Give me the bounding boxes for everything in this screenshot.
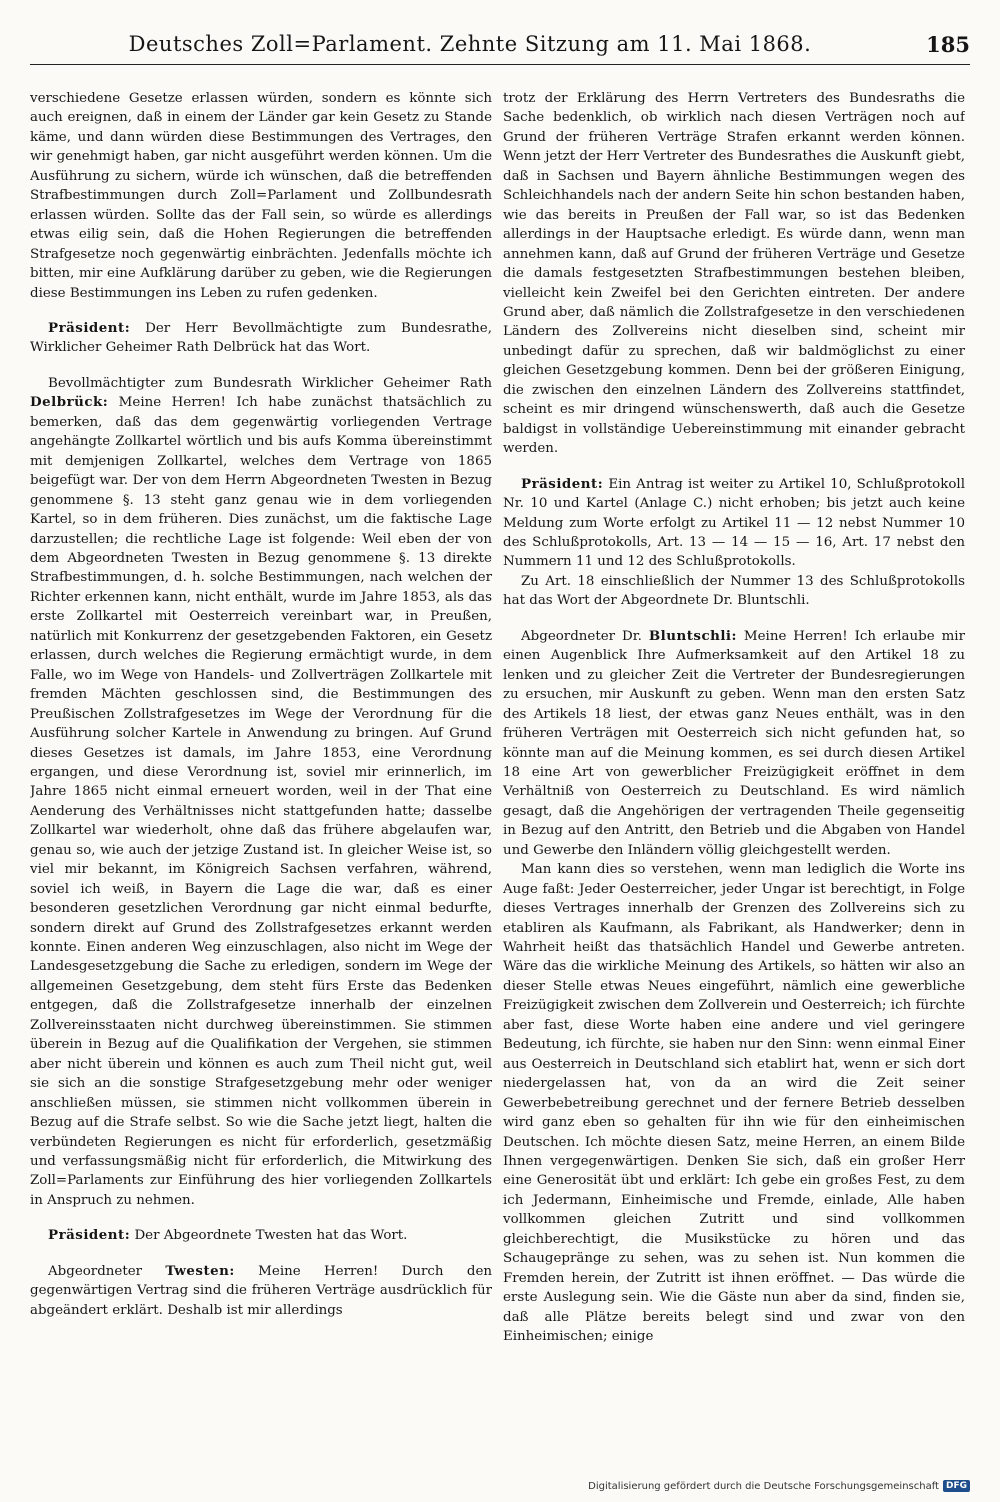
- paragraph: verschiedene Gesetze erlassen würden, sondern es könnte sich auch ereignen, daß in einem der Länder gar kein Gesetz zu Stande käme, und dann würden diese Bestimmungen des Vertrages, den wir genehmigt haben, gar nicht ausgeführt werden können. Um die Ausführung zu sichern, würde ich wünschen, daß die betreffenden Strafbestimmungen durch Zoll=Parlament und Zollbundesrath erlassen würden. Sollte das der Fall sein, so würde es allerdings etwas eilig sein, daß die Hohen Regierungen die betreffenden Strafgesetze noch gegenwärtig einbrächten. Jedenfalls möchte ich bitten, mir eine Aufklärung darüber zu geben, wie die Regierungen diese Bestimmungen ins Leben zu rufen gedenken.: [30, 91, 492, 301]
- paragraph-text: Der Herr Bevollmächtigte zum Bundesrathe, Wirklicher Geheimer Rath Delbrück hat das Wort.: [30, 320, 492, 356]
- paragraph: Man kann dies so verstehen, wenn man lediglich die Worte ins Auge faßt: Jeder Oesterreicher, jeder Ungar ist berechtigt, in Folge dieses Vertrages innerhalb der Grenzen des Zollvereins sich zu etabliren als Kaufmann, als Fabrikant, als Handwerker; denn in Wahrheit heißt das thatsächlich Handel und Gewerbe antreten. Wäre das die wirkliche Meinung des Artikels, so hätten wir also an dieser Stelle etwas Neues eingeführt, nämlich eine gewerbliche Freizügigkeit zwischen dem Zollverein und Oesterreich; ich fürchte aber fast, diese Worte haben eine andere und viel geringere Bedeutung, ich fürchte, sie haben nur den Sinn: wenn einmal Einer aus Oesterreich in Deutschland sich etablirt hat, wenn er sich dort niedergelassen hat, von da an wird die Zeit seiner Gewerbebetreibung gerechnet und der fernere Betrieb desselben wird ganz eben so gehalten für ihn wie für den einheimischen Deutschen. Ich möchte diesen Satz, meine Herren, an einem Bilde Ihnen vergegenwärtigen. Denken Sie sich, daß ein großer Herr eine Generosität übt und erklärt: Ich gebe ein großes Fest, zu dem ich Jedermann, Einheimische und Fremde, einlade, Alle haben vollkommen gleichen Zutritt und sind vollkommen gleichberechtigt, die Musikstücke zu hören und das Schaugepränge zu sehen, was zu sehen ist. Nun kommen die Fremden herein, der Zutritt ist ihnen eröffnet. — Das würde die erste Auslegung sein. Wie die Gäste nun aber da sind, finden sie, daß alle Plätze bereits belegt sind und zwar von den Einheimischen; einige: [503, 862, 965, 1345]
- paragraph-text: Der Abgeordnete Twesten hat das Wort.: [130, 1228, 408, 1244]
- speaker-name: Präsident:: [521, 475, 604, 492]
- page-number: 185: [926, 32, 970, 57]
- speaker-name: Bluntschli:: [648, 627, 737, 644]
- speaker-intro: Bevollmächtigter zum Bundesrath Wirklicher Geheimer Rath: [48, 375, 492, 391]
- speaker-name: Präsident:: [48, 1227, 131, 1244]
- paragraph-text: Meine Herren! Durch den gegenwärtigen Vertrag sind die früheren Verträge ausdrücklich für abgeändert erklärt. Deshalb ist mir allerdings: [30, 1263, 492, 1318]
- dfg-logo: DFG: [943, 1480, 970, 1492]
- paragraph: trotz der Erklärung des Herrn Vertreters des Bundesraths die Sache bedenklich, ob wirklich nach diesen Verträgen noch auf Grund der früheren Verträge Strafen erkannt werden können. Wenn jetzt der Herr Vertreter des Bundesrathes die Auskunft giebt, daß in Sachsen und Bayern ähnliche Bestimmungen wegen des Schleichhandels nach der andern Seite hin schon bestanden haben, wie das bereits in Preußen der Fall war, so ist das Bedenken allerdings in der Hauptsache erledigt. Es würde dann, wenn man annehmen kann, daß auf Grund der früheren Verträge und Gesetze die damals festgesetzten Strafbestimmungen bestehen bleiben, vielleicht kein Zweifel bei den Gerichten eintreten. Der andere Grund aber, daß nämlich die Zollstrafgesetze in den verschiedenen Ländern des Zollvereins nicht dieselben sind, scheint mir unbedingt dafür zu sprechen, daß wir baldmöglichst zu einer gleichen Gesetzgebung kommen. Denn bei der größeren Einigung, die zwischen den einzelnen Ländern des Zollvereins stattfindet, scheint es mir dringend wünschenswerth, daß auch die Gesetze baldigst in vollständige Uebereinstimmung mit einander gebracht werden.: [503, 91, 965, 457]
- paragraph-text: Ein Antrag ist weiter zu Artikel 10, Schlußprotokoll Nr. 10 und Kartel (Anlage C.) nicht erhoben; bis jetzt auch keine Meldung zum Worte erfolgt zu Artikel 11 — 12 nebst Nummer 10 des Schlußprotokolls, Art. 13 — 14 — 15 — 16, Art. 17 nebst den Nummern 11 und 12 des Schlußprotokolls.: [503, 476, 965, 570]
- paragraph: [503, 475, 965, 572]
- credit-text: Digitalisierung gefördert durch die Deutsche Forschungsgemeinschaft: [588, 1480, 939, 1492]
- running-title: Deutsches Zoll=Parlament. Zehnte Sitzung am 11. Mai 1868.: [128, 32, 812, 56]
- paragraph: [30, 1226, 492, 1245]
- speaker-name: Twesten:: [165, 1262, 235, 1279]
- speaker-intro: Abgeordneter Dr.: [521, 628, 649, 644]
- paragraph: [30, 319, 492, 358]
- speaker-name: Delbrück:: [30, 394, 109, 411]
- paragraph: Zu Art. 18 einschließlich der Nummer 13 des Schlußprotokolls hat das Wort der Abgeordnete Dr. Bluntschli.: [503, 573, 965, 609]
- running-header: [30, 30, 970, 65]
- paragraph: [30, 1262, 492, 1320]
- left-column: [30, 89, 492, 1459]
- right-column: [503, 89, 965, 1459]
- speaker-intro: Abgeordneter: [48, 1263, 166, 1279]
- digitization-credit: [588, 1478, 970, 1494]
- speaker-name: Präsident:: [48, 319, 131, 336]
- paragraph-text: Meine Herren! Ich habe zunächst thatsächlich zu bemerken, daß das dem gegenwärtig vorliegenden Vertrage angehängte Zollkartel wörtlich und bis aufs Komma übereinstimmt mit demjenigen Zollkartel, welches dem Vertrage von 1865 beigefügt war. Der von dem Herrn Abgeordneten Twesten in Bezug genommene §. 13 steht ganz genau wie in dem vorliegenden Kartel, so in dem früheren. Dies zunächst, um die faktische Lage darzustellen; die rechtliche Lage ist folgende: Weil eben der von dem Abgeordneten Twesten in Bezug genommene §. 13 direkte Strafbestimmungen, d. h. solche Bestimmungen, nach welchen der Richter erkennen kann, nicht enthält, wurde im Jahre 1853, als das erste Zollkartel mit Oesterreich vereinbart war, in Preußen, natürlich mit Konkurrenz der gesetzgebenden Faktoren, ein Gesetz erlassen, durch welches die Regierung ermächtigt wurde, in dem Falle, wo im Wege von Handels- und Zollverträgen Zollkartele mit fremden Mächten geschlossen sind, die Bestimmungen des Preußischen Zollstrafgesetzes im Wege der Verordnung für die Ausführung solcher Kartele in Anwendung zu bringen. Auf Grund dieses Gesetzes ist damals, im Jahre 1853, eine Verordnung ergangen, und diese Verordnung ist, soviel mir erinnerlich, im Jahre 1865 nicht einmal erneuert worden, weil in der That eine Aenderung des Verhältnisses nicht stattgefunden hatte; dasselbe Zollkartel war wiederholt, ohne daß das frühere abgelaufen war, genau so, wie auch der jetzige Zustand ist. In gleicher Weise ist, so viel mir bekannt, im Königreich Sachsen verfahren, während, soviel ich weiß, in Bayern die Lage die war, daß es einer besonderen gesetzlichen Verordnung gar nicht einmal bedurfte, sondern direkt auf Grund des Zollstrafgesetzes erkannt werden konnte. Einen anderen Weg einzuschlagen, also nicht im Wege der Landesgesetzgebung die Sache zu erledigen, sondern im Wege der allgemeinen Gesetzgebung, dem steht fürs Erste das Bedenken entgegen, daß die Zollstrafgesetze innerhalb der einzelnen Zollvereinsstaaten nicht durchweg übereinstimmen. Sie stimmen überein in Bezug auf die Qualifikation der Vergehen, sie stimmen aber nicht überein und können es auch zum Theil nicht gut, weil sie sich an die sonstige Strafgesetzgebung mehr oder weniger anschließen müssen, sie stimmen nicht vollkommen überein in Bezug auf die Strafe selbst. So wie die Sache jetzt liegt, halten die verbündeten Regierungen es nicht für erforderlich, gesetzmäßig und verfassungsmäßig nicht für erforderlich, die Mitwirkung des Zoll=Parlaments zur Einführung des hier vorliegenden Zollkartels in Anspruch zu nehmen.: [30, 395, 492, 1208]
- paragraph-text: Meine Herren! Ich erlaube mir einen Augenblick Ihre Aufmerksamkeit auf den Artikel 18 zu lenken und zu gleicher Zeit die Vertreter der Bundesregierungen zu ersuchen, mir Auskunft zu geben. Wenn man den ersten Satz des Artikels 18 liest, der etwas ganz Neues enthält, was in den früheren Verträgen mit Oesterreich sich nicht gefunden hat, so könnte man auf die Meinung kommen, es sei durch diesen Artikel 18 eine Art von gewerblicher Freizügigkeit eröffnet in dem Verhältniß von Oesterreich zu Deutschland. Es wird nämlich gesagt, daß die Angehörigen der vertragenden Theile gegenseitig in Bezug auf den Antritt, den Betrieb und die Abgaben von Handel und Gewerbe den Inländern völlig gleichgestellt werden.: [503, 628, 965, 858]
- paragraph: [30, 374, 492, 1210]
- paragraph: [503, 627, 965, 860]
